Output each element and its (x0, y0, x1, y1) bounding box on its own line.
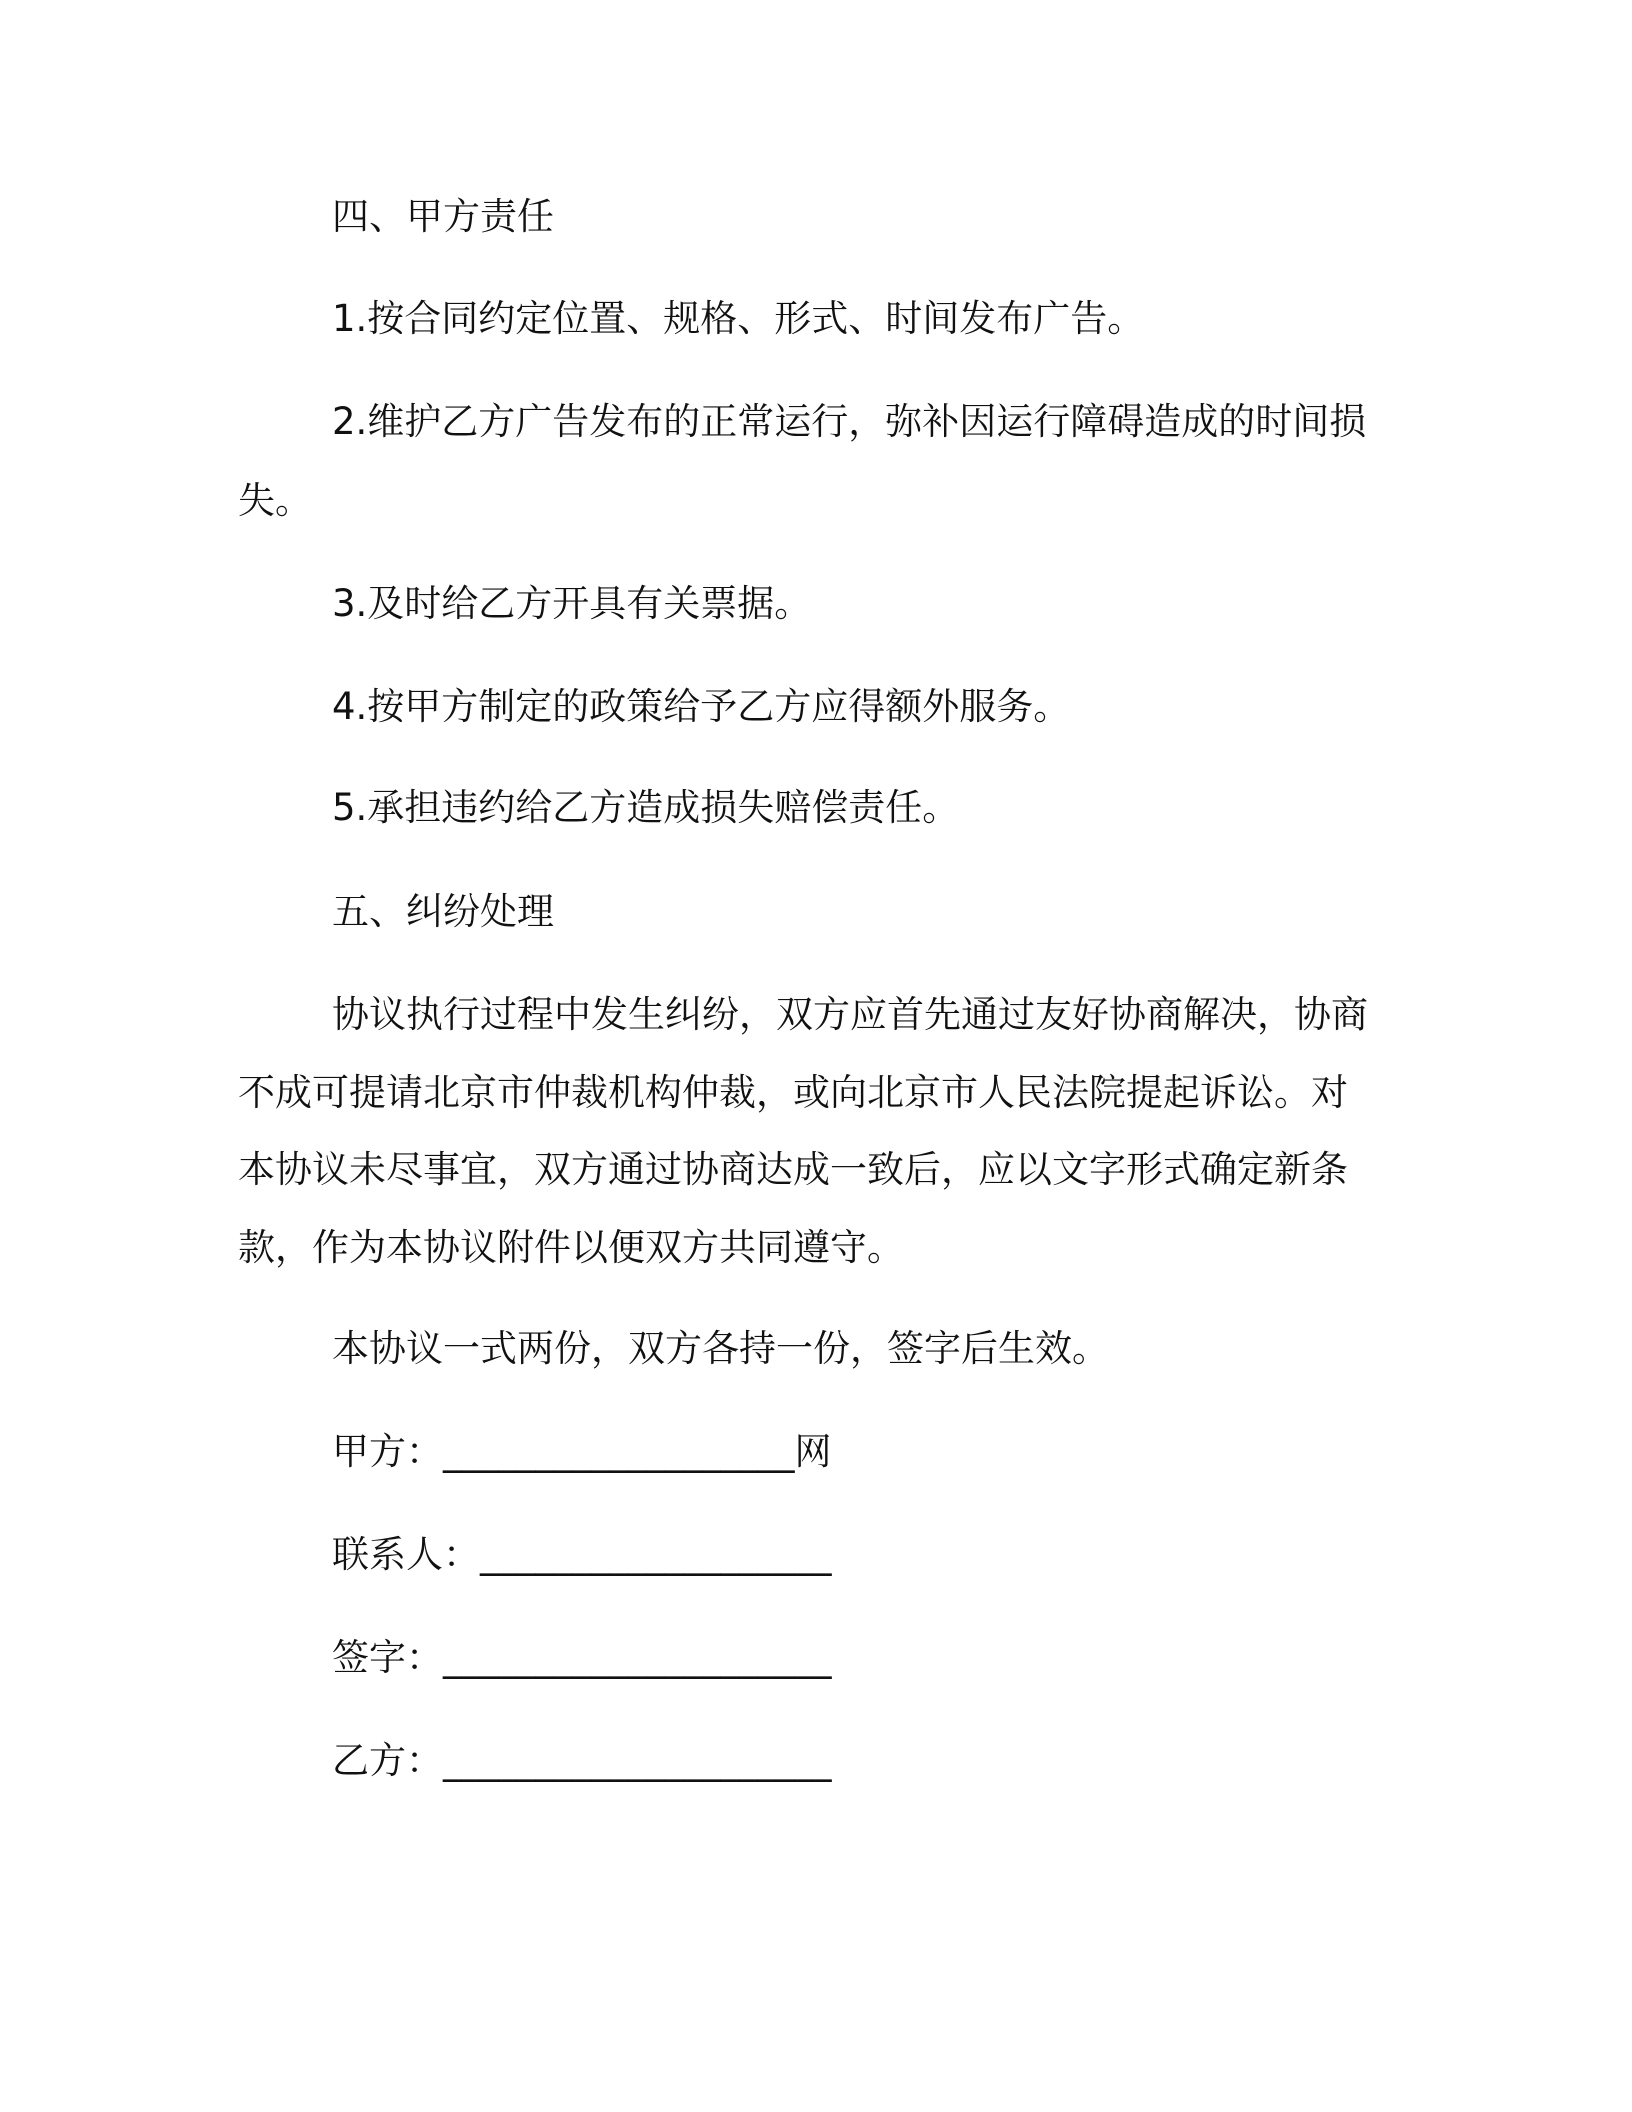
section-5-paragraph-line-4: 款，作为本协议附件以便双方共同遵守。 (238, 1226, 904, 1269)
section-4-item-3: 3.及时给乙方开具有关票据。 (332, 582, 812, 625)
sign-line: 签字：_____________________ (332, 1636, 832, 1679)
section-4-item-1: 1.按合同约定位置、规格、形式、时间发布广告。 (332, 297, 1145, 340)
party-b-signature-line: 乙方：_____________________ (332, 1739, 832, 1782)
contact-person-signature-line: 联系人：___________________ (332, 1533, 832, 1576)
section-5-heading: 五、纠纷处理 (332, 890, 554, 933)
section-4-heading: 四、甲方责任 (332, 195, 554, 238)
section-5-paragraph-line-2: 不成可提请北京市仲裁机构仲裁，或向北京市人民法院提起诉讼。对 (238, 1071, 1348, 1114)
party-a-signature-line: 甲方：___________________网 (332, 1430, 832, 1473)
section-4-item-5: 5.承担违约给乙方造成损失赔偿责任。 (332, 786, 960, 829)
closing-statement: 本协议一式两份，双方各持一份，签字后生效。 (332, 1327, 1109, 1370)
section-4-item-2-line-1: 2.维护乙方广告发布的正常运行，弥补因运行障碍造成的时间损 (332, 400, 1367, 443)
section-4-item-4: 4.按甲方制定的政策给予乙方应得额外服务。 (332, 685, 1071, 728)
section-5-paragraph-line-1: 协议执行过程中发生纠纷，双方应首先通过友好协商解决，协商 (332, 993, 1368, 1036)
section-4-item-2-line-2: 失。 (238, 479, 312, 522)
section-5-paragraph-line-3: 本协议未尽事宜，双方通过协商达成一致后，应以文字形式确定新条 (238, 1148, 1348, 1191)
